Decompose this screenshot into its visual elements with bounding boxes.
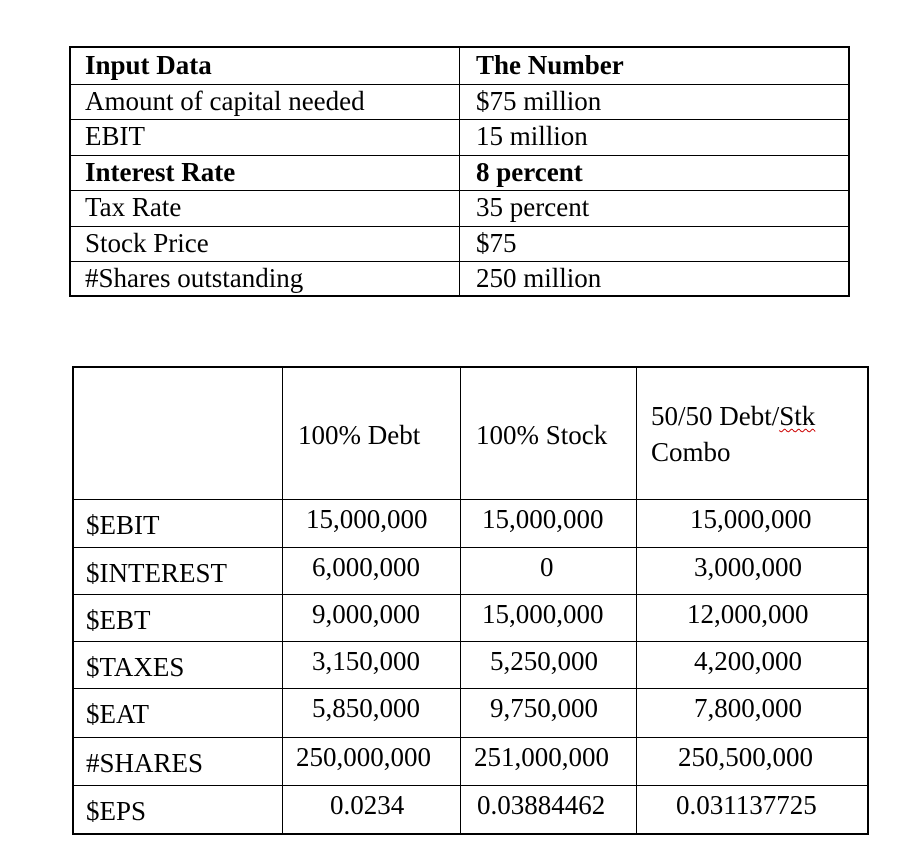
row-label: Interest Rate: [85, 156, 236, 187]
cell-eat-stock: 9,750,000: [490, 693, 598, 723]
row-label-shares: #SHARES: [86, 748, 204, 778]
column-divider: [460, 368, 461, 833]
table-row: [71, 261, 848, 297]
cell-eps-stock: 0.03884462: [477, 790, 606, 820]
row-label: Stock Price: [85, 227, 209, 258]
cell-interest-stock: 0: [540, 552, 554, 582]
row-divider: [74, 594, 867, 595]
cell-interest-debt: 6,000,000: [312, 552, 420, 582]
column-header-combo-line2: Combo: [651, 437, 731, 467]
row-divider: [74, 499, 867, 500]
header-the-number: The Number: [476, 50, 624, 80]
table-row: [71, 226, 848, 263]
row-label-ebit: $EBIT: [86, 510, 160, 540]
row-divider: [74, 547, 867, 548]
cell-ebit-combo: 15,000,000: [690, 504, 812, 534]
row-label: Amount of capital needed: [85, 85, 365, 116]
row-divider: [74, 641, 867, 642]
cell-taxes-debt: 3,150,000: [312, 646, 420, 676]
cell-eps-debt: 0.0234: [330, 790, 405, 820]
table-row: [71, 84, 848, 121]
input-data-table: [69, 46, 850, 297]
table-row: [71, 155, 848, 192]
cell-shares-stock: 251,000,000: [474, 742, 609, 772]
row-label-ebt: $EBT: [86, 605, 151, 635]
row-value: 250 million: [476, 263, 602, 293]
cell-eat-combo: 7,800,000: [694, 693, 802, 723]
cell-shares-debt: 250,000,000: [296, 742, 431, 772]
row-value: 15 million: [476, 121, 588, 151]
cell-ebit-stock: 15,000,000: [482, 504, 604, 534]
table-header-row: [71, 48, 848, 85]
column-header-debt: 100% Debt: [298, 420, 421, 450]
table-row: [71, 119, 848, 156]
row-divider: [74, 688, 867, 689]
cell-interest-combo: 3,000,000: [694, 552, 802, 582]
row-label: Tax Rate: [85, 192, 182, 222]
cell-ebit-debt: 15,000,000: [306, 504, 428, 534]
table-row: [71, 190, 848, 227]
row-label-taxes: $TAXES: [86, 652, 185, 682]
cell-taxes-stock: 5,250,000: [490, 646, 598, 676]
header-input-data: Input Data: [85, 50, 212, 80]
column-header-stock: 100% Stock: [476, 420, 608, 450]
column-header-combo: [651, 399, 815, 433]
cell-ebt-debt: 9,000,000: [312, 599, 420, 629]
cell-taxes-combo: 4,200,000: [694, 646, 802, 676]
column-divider: [636, 368, 637, 833]
cell-shares-combo: 250,500,000: [678, 742, 813, 772]
cell-eat-debt: 5,850,000: [312, 693, 420, 723]
column-divider: [282, 368, 283, 833]
row-divider: [74, 785, 867, 786]
row-label: #Shares outstanding: [85, 263, 304, 293]
row-divider: [74, 737, 867, 738]
cell-eps-combo: 0.031137725: [676, 790, 817, 820]
row-label-eat: $EAT: [86, 699, 149, 729]
row-value: 8 percent: [476, 156, 583, 187]
row-value: $75 million: [476, 85, 602, 116]
cell-ebt-combo: 12,000,000: [687, 599, 809, 629]
row-label: EBIT: [85, 121, 145, 151]
capital-structure-table: [72, 366, 869, 835]
row-label-interest: $INTEREST: [86, 558, 227, 588]
row-label-eps: $EPS: [86, 796, 147, 826]
row-value: 35 percent: [476, 192, 590, 222]
cell-ebt-stock: 15,000,000: [482, 599, 604, 629]
column-header-combo-part1: 50/50 Debt/: [651, 401, 780, 431]
column-header-combo-part2: Stk: [779, 401, 816, 431]
row-value: $75: [476, 227, 517, 258]
